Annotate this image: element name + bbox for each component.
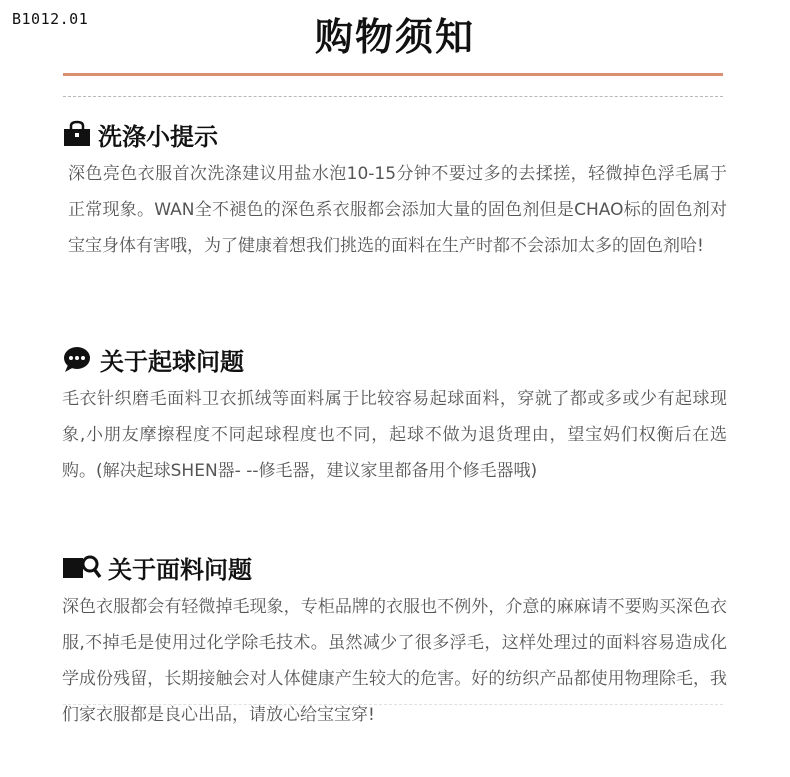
dashed-divider [63,96,723,97]
section-heading [62,341,727,377]
section-heading [62,116,727,152]
section-text: 深色亮色衣服首次洗涤建议用盐水泡10-15分钟不要过多的去揉搓，轻微掉色浮毛属于正常现象。WAN全不褪色的深色系衣服都会添加大量的固色剂但是CHAO标的固色剂对宝宝身体有害哦，为了健康着想我们挑选的面料在生产时都不会添加太多的固色剂哈! [68,164,727,256]
section-fabric [62,549,727,733]
page-title: 购物须知 [314,15,475,59]
section-washing-tips [62,116,727,264]
bag-icon [62,120,92,148]
section-text: 毛衣针织磨毛面料卫衣抓绒等面料属于比较容易起球面料，穿就了都或多或少有起球现象,小朋友摩擦程度不同起球程度也不同，起球不做为退货理由，望宝妈们权衡后在选购。(解决起球SHEN器- --修毛器，建议家里都备用个修毛器哦) [62,389,727,481]
fabric-search-icon [62,553,102,581]
chat-bubble-icon [62,345,94,373]
faint-divider [63,704,723,705]
section-text: 深色衣服都会有轻微掉毛现象，专柜品牌的衣服也不例外，介意的麻麻请不要购买深色衣服,不掉毛是使用过化学除毛技术。虽然减少了很多浮毛，这样处理过的面料容易造成化学成份残留，长期接触会对人体健康产生较大的危害。好的纺织产品都使用物理除毛，我们家衣服都是良心出品，请放心给宝宝穿! [62,597,727,725]
title-underline [63,73,723,76]
section-pilling [62,341,727,489]
section-heading-label: 关于面料问题 [108,555,252,584]
product-code: B1012.01 [12,10,89,28]
section-heading-label: 关于起球问题 [100,347,244,376]
section-heading-label: 洗涤小提示 [98,122,218,151]
section-heading [62,549,727,585]
